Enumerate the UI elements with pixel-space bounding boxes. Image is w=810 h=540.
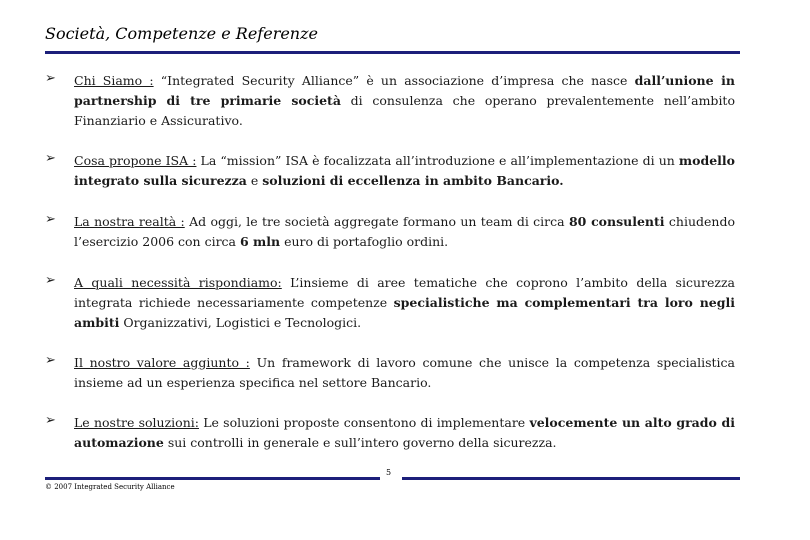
bold-run: soluzioni di eccellenza in ambito Bancario. <box>262 173 564 188</box>
arrow-bullet-icon: ➢ <box>45 151 56 166</box>
arrow-bullet-icon: ➢ <box>45 353 56 368</box>
page-number: 5 <box>386 468 392 477</box>
text-run: sui controlli in generale e sull’intero governo della sicurezza. <box>163 435 557 450</box>
text-run: e <box>246 173 263 188</box>
copyright-notice: © 2007 Integrated Security Alliance <box>45 483 175 491</box>
list-item-text <box>74 212 735 252</box>
bold-run: 6 mln <box>239 234 281 249</box>
text-run: euro di portafoglio ordini. <box>280 234 449 249</box>
title-divider <box>45 51 740 54</box>
text-run: Un framework di lavoro comune che unisce la competenza specialistica insieme ad un esperienza specifica nel settore Bancario. <box>74 355 735 390</box>
arrow-bullet-icon: ➢ <box>45 273 56 288</box>
footer-divider-left <box>45 477 380 480</box>
arrow-bullet-icon: ➢ <box>45 212 56 227</box>
text-run: “Integrated Security Alliance” è un associazione d’impresa che nasce <box>153 73 635 88</box>
list-item-text <box>74 273 735 333</box>
list-item-lead: Chi Siamo : <box>74 73 154 88</box>
bold-run: modello integrato sulla sicurezza <box>74 153 735 188</box>
list-item-text <box>74 353 735 393</box>
list-item-lead: Cosa propone ISA : <box>74 153 197 168</box>
list-item-lead: La nostra realtà : <box>74 214 185 229</box>
list-item-text <box>74 413 735 453</box>
list-item-lead: Le nostre soluzioni: <box>74 415 199 430</box>
bold-run: specialistiche ma complementari tra loro negli ambiti <box>74 295 735 330</box>
text-run: Ad oggi, le tre società aggregate formano un team di circa <box>184 214 569 229</box>
text-run: Organizzativi, Logistici e Tecnologici. <box>119 315 362 330</box>
arrow-bullet-icon: ➢ <box>45 71 56 86</box>
text-run: Le soluzioni proposte consentono di implementare <box>198 415 530 430</box>
text-run: di consulenza che operano prevalentemente nell’ambito Finanziario e Assicurativo. <box>74 93 735 128</box>
list-item-text <box>74 71 735 131</box>
list-item-lead: A quali necessità rispondiamo: <box>74 275 282 290</box>
list-item-lead: Il nostro valore aggiunto : <box>74 355 250 370</box>
text-run: L’insieme di aree tematiche che coprono l’ambito della sicurezza integrata richiede necessariamente competenze <box>74 275 735 310</box>
bold-run: velocemente un alto grado di automazione <box>74 415 735 450</box>
page-title: Società, Competenze e Referenze <box>45 24 319 43</box>
bold-run: 80 consulenti <box>568 214 665 229</box>
text-run: La “mission” ISA è focalizzata all’introduzione e all’implementazione di un <box>196 153 679 168</box>
bold-run: dall’unione in partnership di tre primarie società <box>74 73 735 108</box>
arrow-bullet-icon: ➢ <box>45 413 56 428</box>
text-run: chiudendo l’esercizio 2006 con circa <box>74 214 735 249</box>
list-item-text <box>74 151 735 191</box>
footer-divider-right <box>402 477 740 480</box>
